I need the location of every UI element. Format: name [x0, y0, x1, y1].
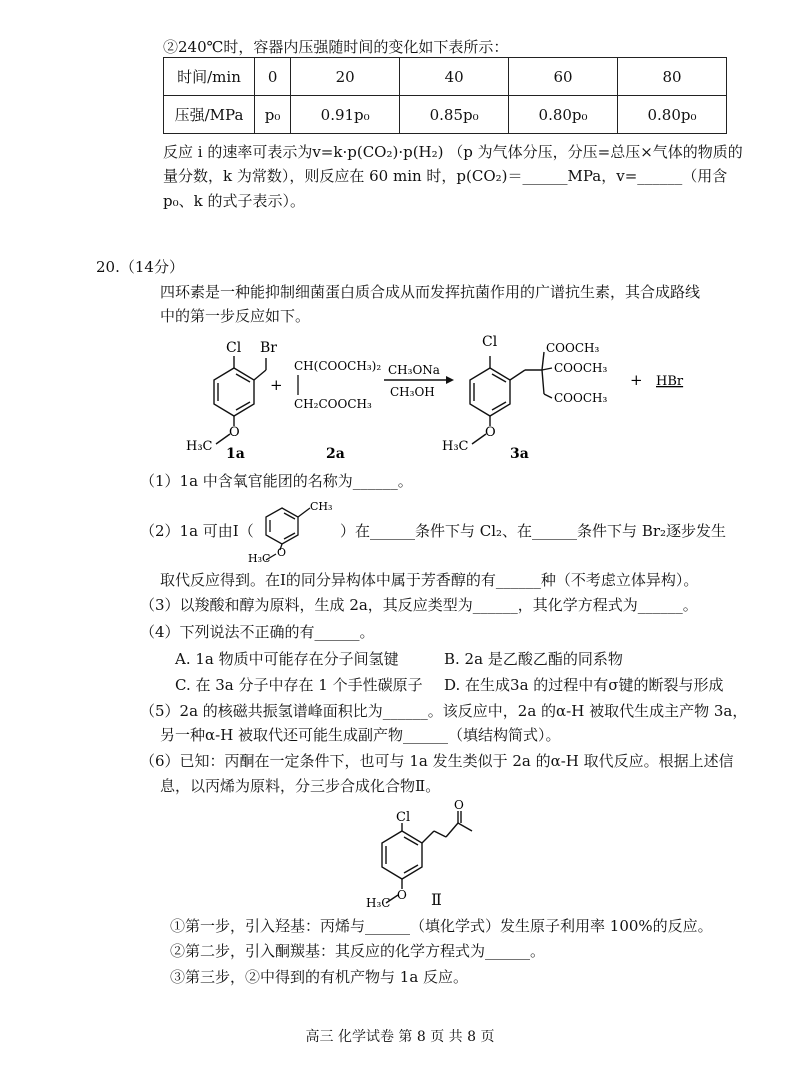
table-cell: 0.91p₀ — [291, 96, 400, 134]
atom-cl: Cl — [226, 340, 242, 356]
table-cell: 60 — [509, 58, 618, 96]
table-cell: 0.80p₀ — [618, 96, 727, 134]
reaction-scheme — [180, 330, 740, 465]
page-footer: 高三 化学试卷 第 8 页 共 8 页 — [305, 1029, 495, 1045]
group-cooch3: COOCH₃ — [554, 361, 608, 375]
atom-o: O — [277, 546, 287, 559]
q20-option-c: C. 在 3a 分子中存在 1 个手性碳原子 — [175, 676, 423, 694]
group-cooch3: COOCH₃ — [554, 391, 608, 405]
q20-sub5-line1: （5）2a 的核磁共振氢谱峰面积比为______。该反应中，2a 的α-H 被取代生成主产物 3a， — [140, 702, 748, 720]
reagent-ch3oh: CH₃OH — [390, 385, 435, 399]
q20-option-d: D. 在生成3a 的过程中有σ键的断裂与形成 — [444, 676, 724, 694]
group-h3c: H₃C — [366, 896, 391, 910]
product-hbr: HBr — [656, 374, 684, 389]
group-ch3: CH₃ — [310, 500, 333, 513]
group-cooch3: COOCH₃ — [546, 341, 600, 355]
table-cell: 0.80p₀ — [509, 96, 618, 134]
table-row-time — [164, 58, 727, 96]
q19-intro: ②240℃时，容器内压强随时间的变化如下表所示： — [163, 38, 509, 56]
q20-sub2-part2: ）在______条件下与 Cl₂、在______条件下与 Br₂逐步发生 — [340, 522, 727, 540]
reagent-ch3ona: CH₃ONa — [388, 363, 440, 377]
q20-step2: ②第二步，引入酮羰基：其反应的化学方程式为______。 — [170, 942, 546, 960]
group-h3c: H₃C — [248, 552, 271, 564]
table-header-time: 时间/min — [164, 58, 255, 96]
table-cell: 80 — [618, 58, 727, 96]
q20-step1: ①第一步，引入羟基：丙烯与______（填化学式）发生原子利用率 100%的反应。 — [170, 917, 713, 935]
q20-sub4: （4）下列说法不正确的有______。 — [140, 623, 375, 641]
compound-2-label: Ⅱ — [431, 890, 442, 909]
table-cell: 40 — [400, 58, 509, 96]
q19-text-line3: p₀、k 的式子表示）。 — [163, 192, 305, 210]
label-1a: 1a — [226, 446, 245, 462]
compound-3a — [470, 352, 552, 444]
table-cell: 0 — [255, 58, 291, 96]
q20-sub2-line2: 取代反应得到。在Ⅰ的同分异构体中属于芳香醇的有______种（不考虑立体异构）。 — [160, 571, 699, 589]
table-header-pressure: 压强/MPa — [164, 96, 255, 134]
q20-option-b: B. 2a 是乙酸乙酯的同系物 — [444, 650, 623, 668]
q20-sub6-line2: 息，以丙烯为原料，分三步合成化合物Ⅱ。 — [160, 777, 441, 795]
atom-o: O — [485, 425, 496, 440]
group-ch2cooch3: CH₂COOCH₃ — [294, 397, 372, 411]
atom-br: Br — [260, 340, 277, 356]
q20-sub1: （1）1a 中含氧官能团的名称为______。 — [140, 472, 413, 490]
q20-step3: ③第三步，②中得到的有机产物与 1a 反应。 — [170, 968, 469, 986]
atom-o: O — [397, 888, 407, 902]
atom-cl: Cl — [482, 334, 498, 350]
q20-sub2-part1: （2）1a 可由Ⅰ（ — [140, 522, 254, 540]
group-h3c: H₃C — [186, 439, 213, 454]
table-row-pressure — [164, 96, 727, 134]
q20-intro-line2: 中的第一步反应如下。 — [160, 307, 311, 325]
label-2a: 2a — [326, 446, 345, 462]
plus-sign: + — [270, 376, 283, 394]
compound-1-structure — [244, 494, 339, 564]
table-cell: 20 — [291, 58, 400, 96]
atom-o: O — [229, 425, 240, 440]
q19-text-line1: 反应 i 的速率可表示为v=k·p(CO₂)·p(H₂) （p 为气体分压，分压=总压×气体的物质的 — [163, 143, 743, 161]
group-h3c: H₃C — [442, 439, 469, 454]
q20-header: 20.（14分） — [96, 258, 184, 276]
atom-cl: Cl — [396, 810, 411, 825]
q20-intro-line1: 四环素是一种能抑制细菌蛋白质合成从而发挥抗菌作用的广谱抗生素，其合成路线 — [160, 283, 701, 301]
compound-2-structure — [360, 795, 490, 915]
q20-sub6-line1: （6）已知：丙酮在一定条件下，也可与 1a 发生类似于 2a 的α-H 取代反应。根据上述信 — [140, 752, 734, 770]
compound-1a — [214, 356, 266, 444]
group-ch-cooch3-2: CH(COOCH₃)₂ — [294, 359, 382, 373]
plus-sign: + — [630, 371, 643, 389]
pressure-time-table — [163, 57, 727, 134]
table-cell: p₀ — [255, 96, 291, 134]
atom-o: O — [454, 798, 464, 812]
label-3a: 3a — [510, 446, 529, 462]
q20-sub3: （3）以羧酸和醇为原料，生成 2a，其反应类型为______，其化学方程式为______。 — [140, 596, 698, 614]
table-cell: 0.85p₀ — [400, 96, 509, 134]
q20-sub5-line2: 另一种α-H 被取代还可能生成副产物______（填结构简式）。 — [160, 726, 561, 744]
q19-text-line2: 量分数，k 为常数），则反应在 60 min 时，p(CO₂)＝______MPa，v=______（用含 — [163, 167, 728, 185]
q20-option-a: A. 1a 物质中可能存在分子间氢键 — [175, 650, 399, 668]
